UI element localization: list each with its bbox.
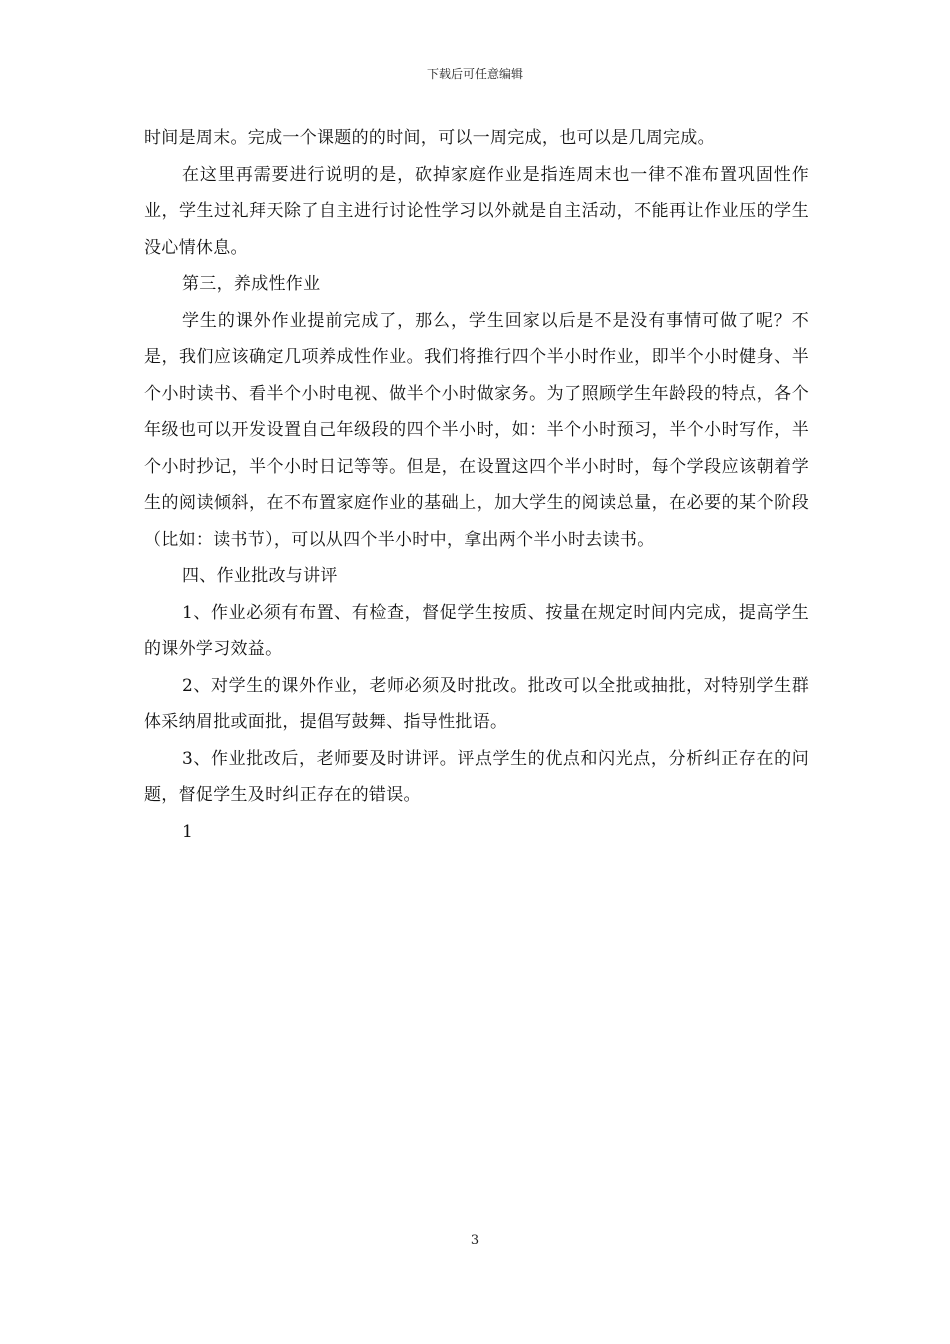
paragraph-continuation: 时间是周末。完成一个课题的的时间，可以一周完成，也可以是几周完成。 (144, 128, 715, 148)
stray-number: 1 (182, 821, 194, 842)
paragraph-habit-homework: 学生的课外作业提前完成了，那么，学生回家以后是不是没有事情可做了呢？不是，我们应该确定几项养成性作业。我们将推行四个半小时作业，即半个小时健身、半个小时读书、看半个小时电视、做半个小时做家务。为了照顾学生年龄段的特点，各个年级也可以开发设置自己年级段的四个半小时，如：半个小时预习，半个小时写作，半个小时抄记，半个小时日记等等。但是，在设置这四个半小时时，每个学段应该朝着学生的阅读倾斜，在不布置家庭作业的基础上，加大学生的阅读总量，在必要的某个阶段（比如：读书节），可以从四个半小时中，拿出两个半小时去读书。 (144, 310, 809, 550)
page-header: 下载后可任意编辑 (426, 67, 523, 81)
section-heading-third: 第三，养成性作业 (182, 274, 321, 294)
list-item-2: 2、对学生的课外作业，老师必须及时批改。批改可以全批或抽批，对特别学生群体采纳眉批或面批，提倡写鼓舞、指导性批语。 (144, 675, 809, 732)
page-number: 3 (470, 1233, 480, 1248)
section-heading-four: 四、作业批改与讲评 (182, 566, 338, 586)
list-item-3: 3、作业批改后，老师要及时讲评。评点学生的优点和闪光点，分析纠正存在的问题，督促学生及时纠正存在的错误。 (144, 748, 809, 805)
list-item-1: 1、作业必须有布置、有检查，督促学生按质、按量在规定时间内完成，提高学生的课外学习效益。 (144, 602, 809, 659)
document-body (144, 120, 809, 850)
paragraph-homework-note: 在这里再需要进行说明的是，砍掉家庭作业是指连周末也一律不准布置巩固性作业，学生过礼拜天除了自主进行讨论性学习以外就是自主活动，不能再让作业压的学生没心情休息。 (144, 164, 809, 258)
